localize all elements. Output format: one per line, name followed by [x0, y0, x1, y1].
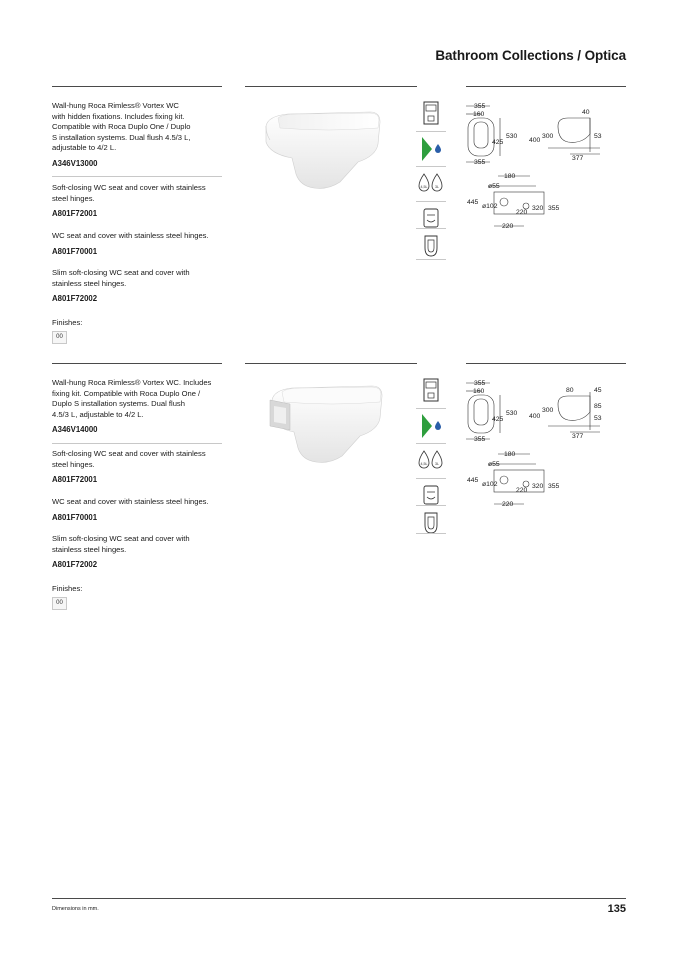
top-view-drawing — [464, 170, 574, 232]
finish-swatch[interactable]: 00 — [52, 331, 67, 344]
section-rule — [245, 363, 417, 364]
dim-label: 80 — [566, 387, 574, 394]
dim-label: 160 — [473, 388, 485, 395]
side-view-drawing — [464, 100, 526, 168]
accessory-code: A801F70001 — [52, 247, 98, 256]
accessory-description — [52, 497, 209, 508]
dim-label: 400 — [529, 413, 541, 420]
footer-rule — [52, 898, 626, 899]
accessory-description — [52, 449, 206, 470]
flush-volume-icon — [416, 445, 446, 477]
dim-label: 85 — [594, 403, 602, 410]
dim-label: 220 — [502, 223, 514, 230]
feature-icons — [416, 375, 446, 535]
accessory-code: A801F72001 — [52, 475, 98, 484]
flush-badge-full: 4,5L — [420, 462, 428, 466]
product-code: A346V13000 — [52, 159, 98, 168]
description-line: Compatible with Roca Duplo One / Duplo — [52, 122, 191, 131]
accessory-line: WC seat and cover with stainless steel hinges. — [52, 231, 209, 240]
dim-label: 40 — [582, 109, 590, 116]
divider — [52, 176, 222, 177]
cistern-panel-icon — [416, 375, 446, 407]
dim-label: 355 — [474, 159, 486, 166]
dim-label: ø55 — [488, 183, 500, 190]
product-description — [52, 101, 190, 154]
dim-label: 180 — [504, 451, 516, 458]
divider — [52, 443, 222, 444]
accessory-line: WC seat and cover with stainless steel hinges. — [52, 497, 209, 506]
dim-label: 355 — [548, 205, 560, 212]
accessory-description — [52, 268, 190, 289]
top-view-drawing — [464, 448, 574, 510]
front-view-drawing — [528, 382, 628, 440]
accessory-line: Slim soft-closing WC seat and cover with — [52, 534, 190, 543]
dim-label: 320 — [532, 483, 544, 490]
dim-label: 300 — [542, 133, 554, 140]
dim-label: 425 — [492, 139, 504, 146]
dim-label: 300 — [542, 407, 554, 414]
page-number: 135 — [607, 903, 626, 915]
footer-note: Dimensions in mm. — [52, 906, 99, 912]
dim-label: 320 — [532, 205, 544, 212]
dim-label: 377 — [572, 155, 584, 162]
section-rule — [245, 86, 417, 87]
dim-label: ø55 — [488, 461, 500, 468]
flush-badge-half: 3L — [435, 185, 439, 189]
description-line: S installation systems. Dual flush 4.5/3 L, — [52, 132, 191, 142]
accessory-description — [52, 183, 206, 204]
finishes-label: Finishes: — [52, 584, 83, 593]
description-line: 4.5/3 L, adjustable to 4/2 L. — [52, 409, 144, 419]
description-line: Wall-hung Roca Rimless® Vortex WC. Includes — [52, 378, 212, 387]
dim-label: 445 — [467, 477, 479, 484]
accessory-code: A801F72002 — [52, 294, 98, 303]
dim-label: 445 — [467, 199, 479, 206]
finish-swatch[interactable]: 00 — [52, 597, 67, 610]
dim-label: 220 — [502, 501, 514, 508]
dim-label: 53 — [594, 133, 602, 140]
accessory-line: Soft-closing WC seat and cover with stainless — [52, 449, 206, 458]
dim-label: 160 — [473, 111, 485, 118]
feature-icons — [416, 98, 446, 263]
section-rule — [52, 363, 222, 364]
dim-label: 530 — [506, 133, 518, 140]
flush-badge-half: 3L — [435, 462, 439, 466]
dim-label: 355 — [474, 380, 486, 387]
water-saving-icon — [416, 133, 446, 165]
dim-label: 53 — [594, 415, 602, 422]
section-rule — [466, 86, 626, 87]
description-line: fixing kit. Compatible with Roca Duplo One / — [52, 388, 201, 398]
accessory-line: stainless steel hinges. — [52, 544, 127, 554]
dim-label: 355 — [474, 103, 486, 110]
toilet-seat-icon — [416, 507, 446, 539]
product-code: A346V14000 — [52, 425, 98, 434]
dim-label: 425 — [492, 416, 504, 423]
cistern-panel-icon — [416, 98, 446, 130]
description-line: adjustable to 4/2 L. — [52, 143, 117, 152]
wc-product-image — [262, 380, 388, 470]
dim-label: 45 — [594, 387, 602, 394]
dim-label: 220 — [516, 209, 528, 216]
section-rule — [52, 86, 222, 87]
dim-label: 377 — [572, 433, 584, 440]
finishes-label: Finishes: — [52, 318, 83, 327]
accessory-description — [52, 534, 190, 555]
dim-label: 355 — [474, 436, 486, 443]
accessory-line: Soft-closing WC seat and cover with stainless — [52, 183, 206, 192]
dim-label: ø102 — [482, 203, 498, 210]
dim-label: 220 — [516, 487, 528, 494]
wc-product-image — [258, 104, 388, 194]
accessory-code: A801F72001 — [52, 209, 98, 218]
dim-label: 355 — [548, 483, 560, 490]
dim-label: 530 — [506, 410, 518, 417]
toilet-seat-icon — [416, 230, 446, 262]
side-view-drawing — [464, 377, 526, 445]
dim-label: ø102 — [482, 481, 498, 488]
description-line: with hidden fixations. Includes fixing kit. — [52, 111, 185, 121]
flush-badge-full: 4,5L — [420, 185, 428, 189]
front-view-drawing — [528, 104, 628, 162]
dim-label: 180 — [504, 173, 516, 180]
accessory-line: Slim soft-closing WC seat and cover with — [52, 268, 190, 277]
description-line: Duplo S installation systems. Dual flush — [52, 399, 185, 408]
product-description — [52, 378, 211, 420]
accessory-line: stainless steel hinges. — [52, 278, 127, 288]
dim-label: 400 — [529, 137, 541, 144]
section-rule — [466, 363, 626, 364]
accessory-description — [52, 231, 209, 242]
description-line: Wall-hung Roca Rimless® Vortex WC — [52, 101, 179, 110]
accessory-code: A801F70001 — [52, 513, 98, 522]
accessory-line: steel hinges. — [52, 459, 95, 469]
accessory-line: steel hinges. — [52, 193, 95, 203]
flush-volume-icon — [416, 168, 446, 200]
accessory-code: A801F72002 — [52, 560, 98, 569]
page-title: Bathroom Collections / Optica — [435, 48, 626, 63]
water-saving-icon — [416, 410, 446, 442]
